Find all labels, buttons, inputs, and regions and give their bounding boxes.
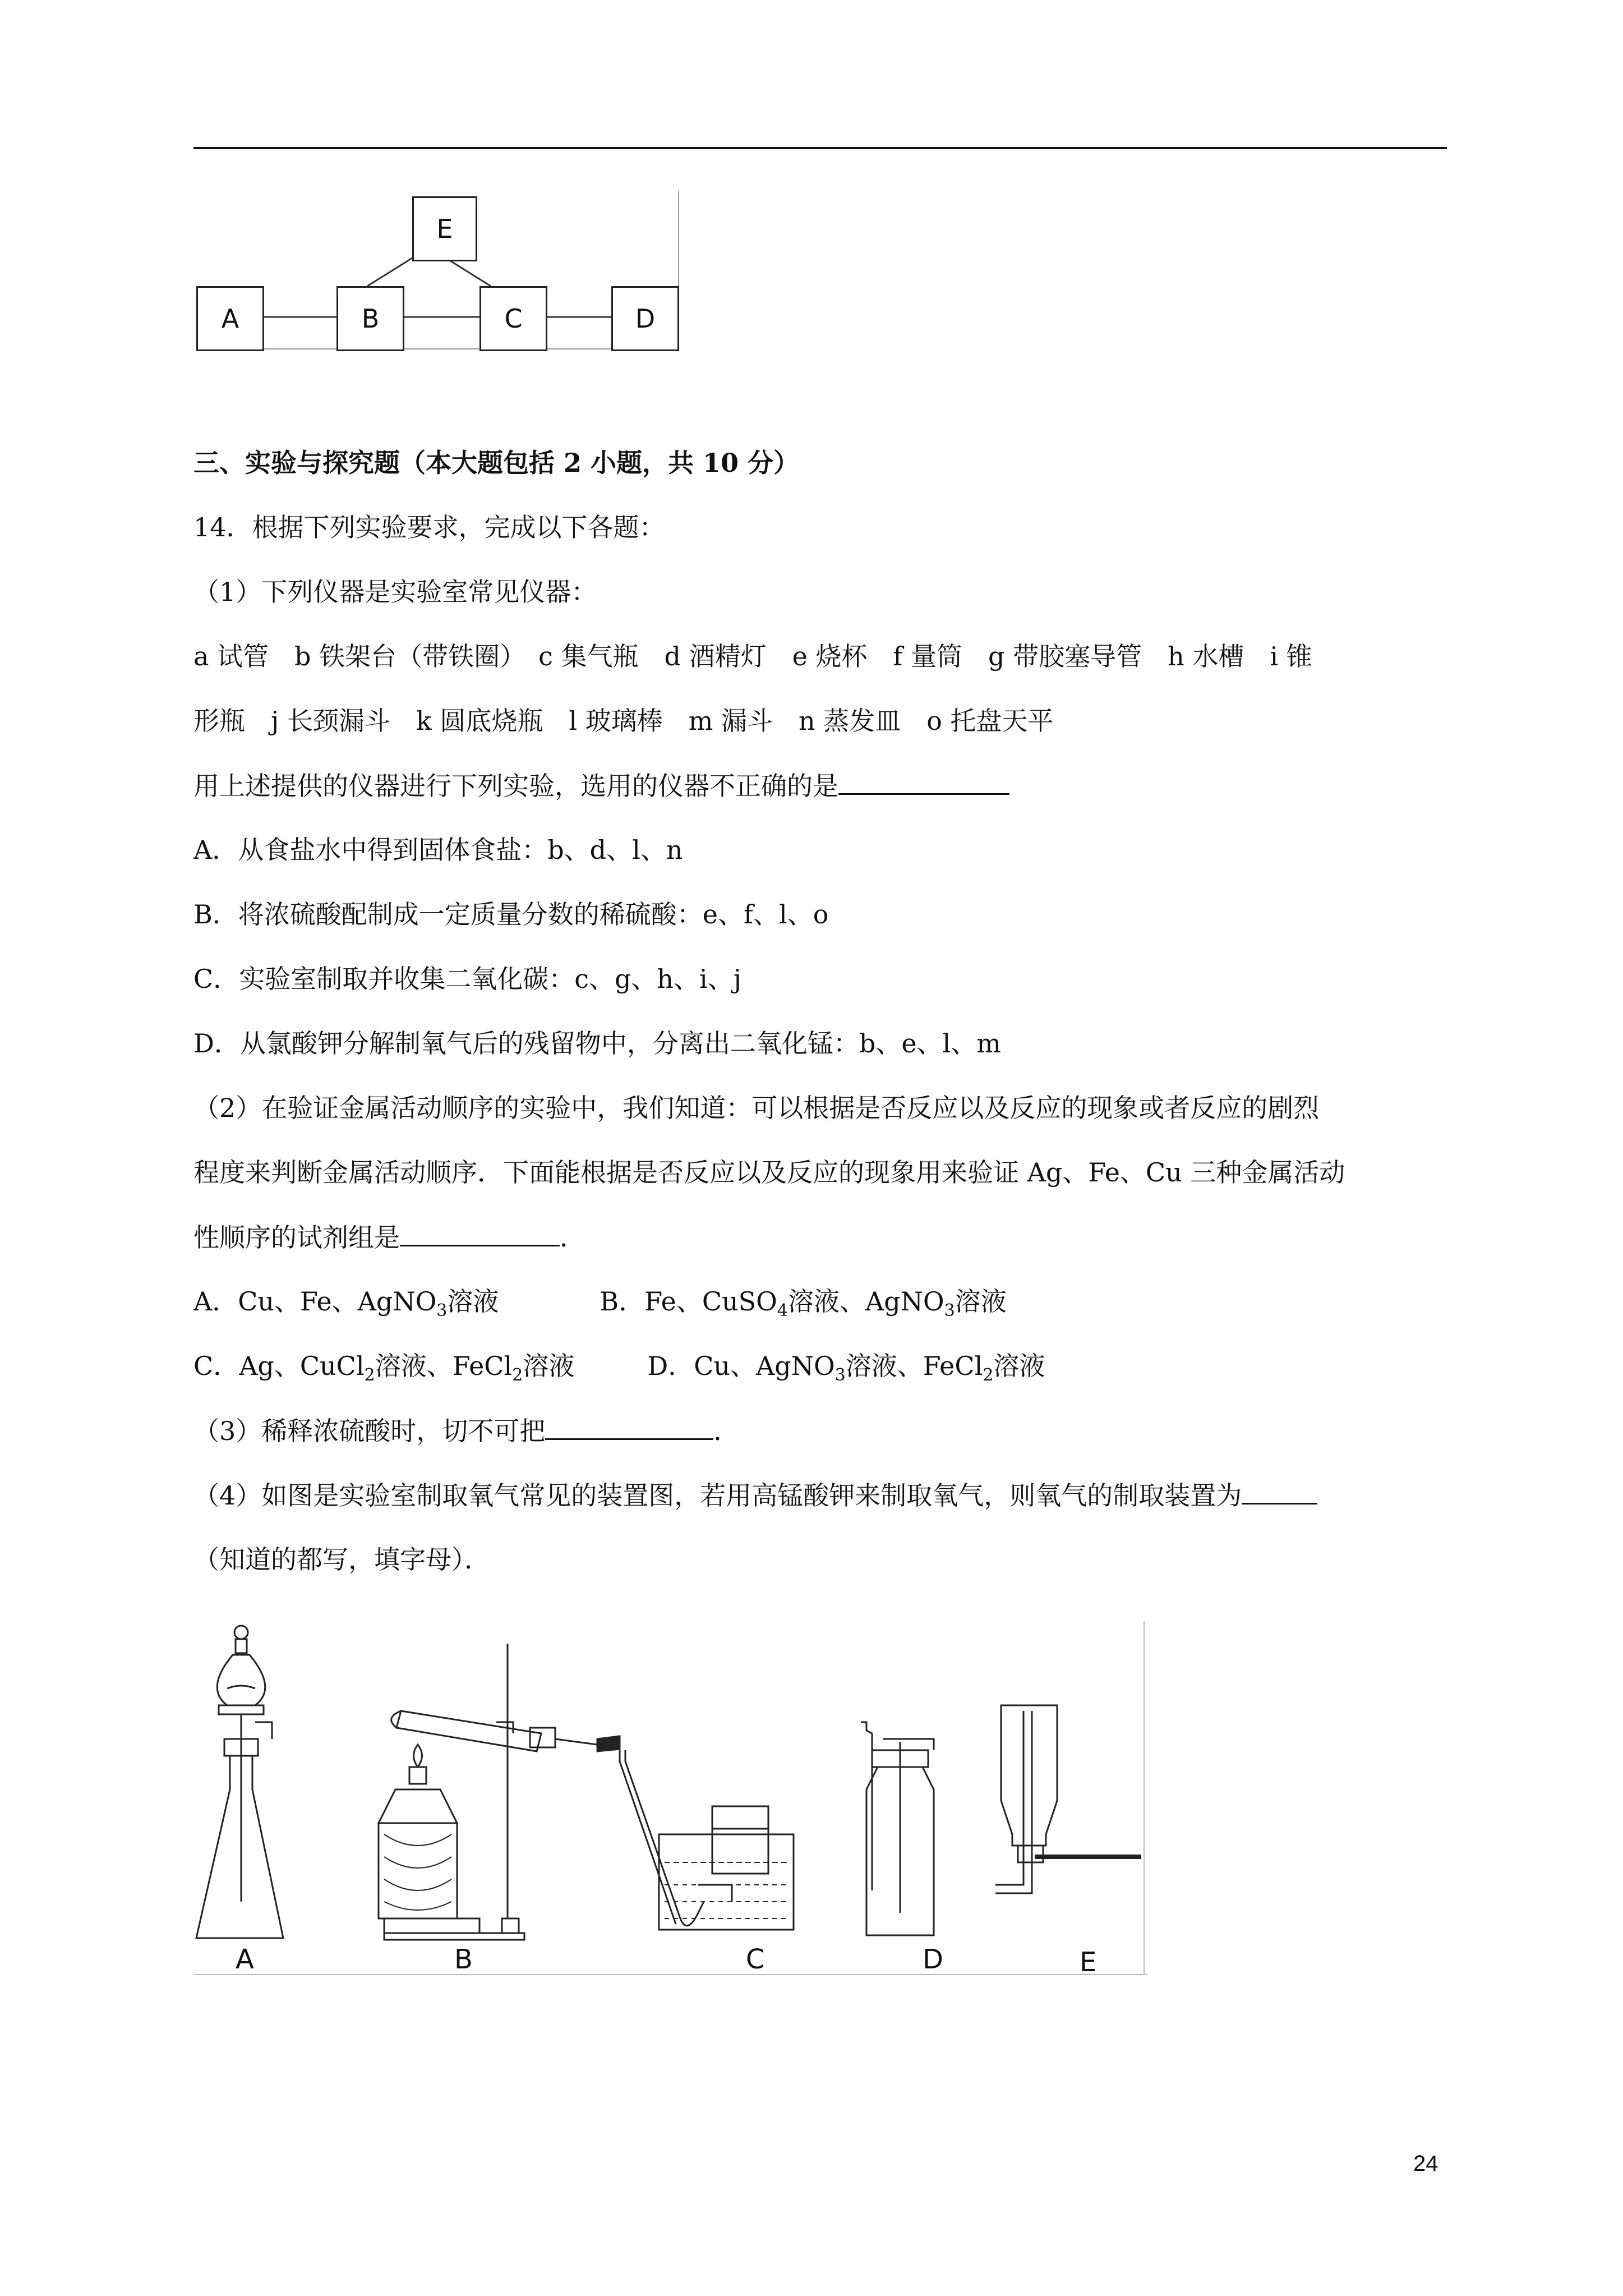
q14-p3-text: （3）稀释浓硫酸时，切不可把 [193,1416,546,1446]
q14-p3-end: ． [713,1416,740,1446]
q14-p2-option-d [647,1351,1045,1386]
sub-2: 2 [983,1365,994,1386]
q14-p2-option-c [193,1351,575,1386]
sub-2: 2 [364,1365,375,1386]
q14-p4-text: （4）如图是实验室制取氧气常见的装置图，若用高锰酸钾来制取氧气，则氧气的制取装置为 [193,1480,1242,1511]
q14-p2-line1: （2）在验证金属活动顺序的实验中，我们知道：可以根据是否反应以及反应的现象或者反应的剧烈 [193,1093,1320,1123]
sub-3: 3 [944,1301,955,1321]
apparatus-d-drawing [861,1722,934,1935]
q14-instruments-line2: 形瓶 j 长颈漏斗 k 圆底烧瓶 l 玻璃棒 m 漏斗 n 蒸发皿 o 托盘天平 [193,706,1054,736]
q14-p2-end: ． [560,1222,585,1253]
answer-blank-2[interactable] [400,1220,560,1246]
q14-p1-option-b: B．将浓硫酸配制成一定质量分数的稀硫酸：e、f、l、o [193,899,829,930]
q14-p3 [193,1414,739,1448]
section-heading: 三、实验与探究题（本大题包括 2 小题，共 10 分） [193,448,800,478]
q14-p2-d-text: D．Cu、AgNO [647,1351,835,1381]
q14-p1-intro: （1）下列仪器是实验室常见仪器： [193,577,597,607]
node-D: D [611,286,679,351]
apparatus-label-d: D [923,1944,943,1975]
rongye: 溶液 [375,1351,427,1381]
q14-p1-option-c: C．实验室制取并收集二氧化碳：c、g、h、i、j [193,964,742,994]
rongye: 溶液 [787,1286,840,1317]
q14-p2-line3-text: 性顺序的试剂组是 [193,1222,400,1253]
q14-p2-a-text: A．Cu、Fe、AgNO [193,1286,437,1317]
sub-3: 3 [834,1365,846,1386]
node-E: E [412,196,477,261]
node-B: B [336,286,404,351]
q14-p1-option-a: A．从食盐水中得到固体食盐：b、d、l、n [193,835,683,865]
apparatus-figure [193,1621,1147,1986]
fecl: FeCl [452,1351,513,1381]
q14-p4-line2: （知道的都写，填字母）． [193,1544,490,1575]
q14-p2-options-cd [193,1349,1045,1392]
dun: 、 [897,1351,923,1381]
sub-4: 4 [777,1301,788,1321]
rongye: 溶液 [845,1351,897,1381]
q14-stem: 14．根据下列实验要求，完成以下各题： [193,512,665,542]
rongye: 溶液 [447,1286,499,1317]
rongye: 溶液 [523,1351,575,1381]
apparatus-label-a: A [236,1944,254,1975]
rongye: 溶液 [993,1351,1045,1381]
q14-p1-option-d: D．从氯酸钾分解制氧气后的残留物中，分离出二氧化锰：b、e、l、m [193,1028,1001,1059]
apparatus-drawing [193,1621,1147,1980]
sub-2: 2 [512,1365,523,1386]
page-number: 24 [1413,2151,1438,2176]
apparatus-label-c: C [746,1944,765,1975]
header-rule [193,147,1447,149]
answer-blank-3[interactable] [545,1414,713,1440]
apparatus-e-drawing [995,1705,1141,1893]
q14-p2-c-text: C．Ag、CuCl [193,1351,365,1381]
answer-blank-1[interactable] [838,769,1009,795]
apparatus-label-b: B [454,1944,473,1975]
q14-p2-line3 [193,1220,585,1254]
node-diagram [193,191,681,353]
dun: 、 [426,1351,453,1381]
node-A: A [196,286,264,351]
fecl: FeCl [923,1351,983,1381]
q14-p2-option-b [600,1286,1007,1321]
q14-p2-options-ab [193,1285,1007,1328]
node-C: C [479,286,547,351]
apparatus-a-drawing [196,1626,283,1938]
apparatus-label-e: E [1080,1947,1097,1978]
q14-instruments-line1: a 试管 b 铁架台（带铁圈） c 集气瓶 d 酒精灯 e 烧杯 f 量筒 g 带胶塞导管 h 水槽 i 锥 [193,641,1312,671]
q14-p1-question [193,769,1009,803]
q14-p2-option-a [193,1286,499,1321]
q14-p4-line1 [193,1478,1317,1512]
answer-blank-4[interactable] [1242,1478,1317,1504]
apparatus-b-drawing [379,1644,620,1940]
apparatus-c-drawing [620,1750,794,1930]
q14-p2-line2: 程度来判断金属活动顺序．下面能根据是否反应以及反应的现象用来验证 Ag、Fe、Cu 三种金属活动 [193,1157,1345,1188]
sub-3: 3 [436,1301,448,1321]
agno: AgNO [865,1286,944,1317]
q14-p2-b-text: B．Fe、CuSO [600,1286,777,1317]
rongye: 溶液 [955,1286,1007,1317]
q14-p1-question-text: 用上述提供的仪器进行下列实验，选用的仪器不正确的是 [193,771,838,801]
dun: 、 [839,1286,865,1317]
